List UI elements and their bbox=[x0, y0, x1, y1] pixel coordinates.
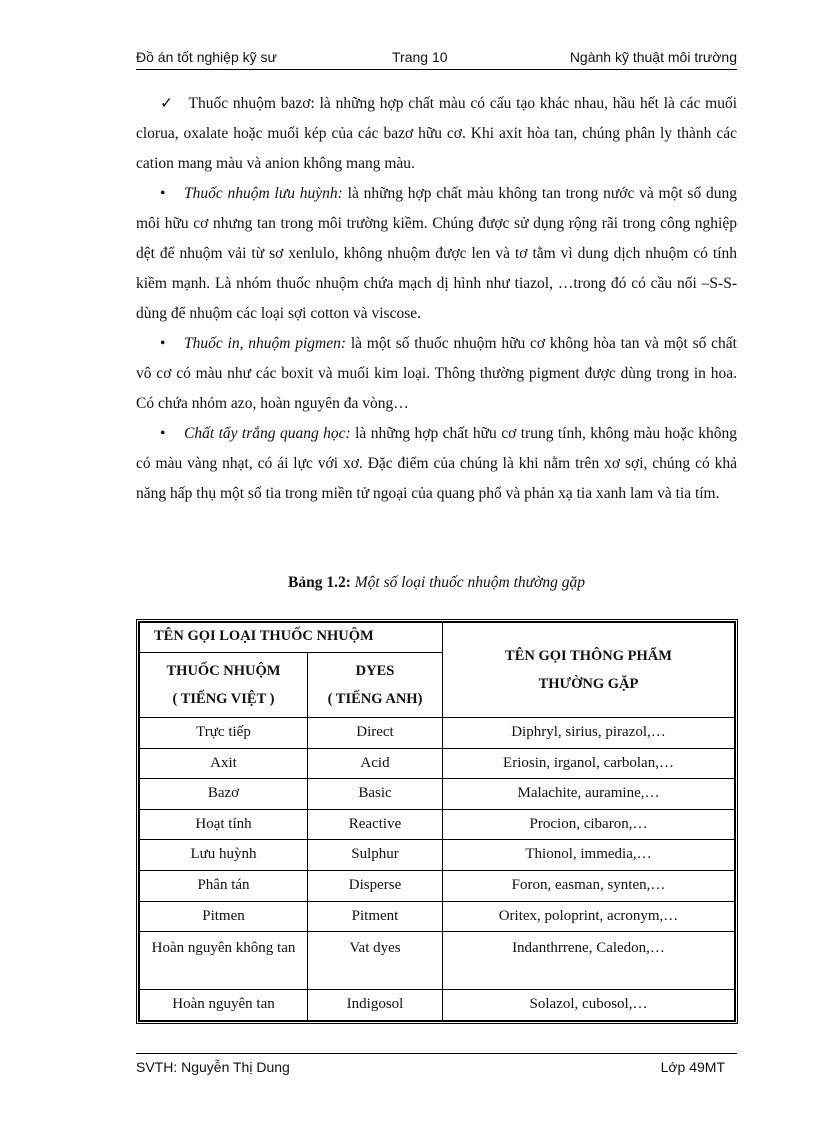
cell-english: Pitment bbox=[308, 901, 443, 932]
paragraph-text: là những hợp chất màu không tan trong nước và một số dung môi hữu cơ nhưng tan trong môi trường kiềm. Chúng được sử dụng rộng rãi trong công nghiệp dệt để nhuộm vải từ sơ xenlulo, không nhuộm được len và tơ tằm vì dung dịch nhuộm có tính kiềm mạnh. Là nhóm thuốc nhuộm chứa mạch dị hình như tiazol, …trong đó có cầu nối –S-S- dùng để nhuộm các loại sợi cotton và viscose. bbox=[136, 185, 737, 322]
cell-trade-names: Foron, easman, synten,… bbox=[443, 871, 735, 902]
body-text bbox=[136, 89, 737, 509]
paragraph-sulphur-dyes bbox=[136, 179, 737, 329]
table-header-vietnamese bbox=[140, 652, 308, 717]
header-page-number: Trang 10 bbox=[392, 49, 448, 65]
footer-student-name: SVTH: Nguyễn Thị Dung bbox=[136, 1059, 290, 1075]
bullet-icon: • bbox=[160, 335, 166, 352]
paragraph-term: Thuốc nhuộm lưu huỳnh: bbox=[184, 185, 343, 202]
header-line: TÊN GỌI THÔNG PHẨM bbox=[505, 648, 672, 664]
cell-english: Basic bbox=[308, 779, 443, 810]
cell-english: Acid bbox=[308, 748, 443, 779]
bullet-icon: • bbox=[160, 185, 166, 202]
cell-vietnamese: Hoàn nguyên tan bbox=[140, 990, 308, 1021]
paragraph-optical-brighteners bbox=[136, 419, 737, 509]
cell-trade-names: Eriosin, irganol, carbolan,… bbox=[443, 748, 735, 779]
cell-trade-names: Thionol, immedia,… bbox=[443, 840, 735, 871]
table-row bbox=[140, 840, 735, 871]
table-grid bbox=[139, 622, 735, 1021]
cell-english: Vat dyes bbox=[308, 932, 443, 990]
cell-vietnamese: Hoàn nguyên không tan bbox=[140, 932, 308, 990]
dye-types-table bbox=[136, 619, 738, 1024]
page-footer bbox=[136, 1053, 737, 1075]
bullet-icon: • bbox=[160, 425, 166, 442]
cell-english: Sulphur bbox=[308, 840, 443, 871]
table-header-trade-names bbox=[443, 623, 735, 718]
cell-vietnamese: Pitmen bbox=[140, 901, 308, 932]
cell-vietnamese: Hoạt tính bbox=[140, 809, 308, 840]
paragraph-text: là những hợp chất hữu cơ trung tính, không màu hoặc không có màu vàng nhạt, có ái lực với xơ. Đặc điểm của chúng là khi nằm trên xơ sợi, chúng có khả năng hấp thụ một số tia trong miền tử ngoại của quang phổ và phản xạ tia xanh lam và tia tím. bbox=[136, 425, 737, 502]
cell-trade-names: Solazol, cubosol,… bbox=[443, 990, 735, 1021]
check-icon: ✓ bbox=[160, 95, 173, 112]
footer-class: Lớp 49MT bbox=[660, 1059, 725, 1075]
cell-trade-names: Oritex, poloprint, acronym,… bbox=[443, 901, 735, 932]
cell-english: Indigosol bbox=[308, 990, 443, 1021]
cell-vietnamese: Phân tán bbox=[140, 871, 308, 902]
header-line: ( TIẾNG VIỆT ) bbox=[172, 690, 275, 707]
cell-trade-names: Procion, cibaron,… bbox=[443, 809, 735, 840]
cell-vietnamese: Lưu huỳnh bbox=[140, 840, 308, 871]
header-document-type: Đồ án tốt nghiệp kỹ sư bbox=[136, 49, 277, 65]
header-line: DYES bbox=[355, 662, 395, 679]
page-header bbox=[136, 47, 737, 70]
cell-english: Disperse bbox=[308, 871, 443, 902]
paragraph-term: Chất tẩy trắng quang học: bbox=[184, 425, 351, 442]
table-row bbox=[140, 871, 735, 902]
header-field-name: Ngành kỹ thuật môi trường bbox=[569, 49, 737, 65]
table-row bbox=[140, 748, 735, 779]
paragraph-basic-dyes bbox=[136, 89, 737, 179]
paragraph-text: là một số thuốc nhuộm hữu cơ không hòa tan và một số chất vô cơ có màu như các boxit và muối kim loại. Thông thường pigment được dùng trong in hoa. Có chứa nhóm azo, hoàn nguyên đa vòng… bbox=[136, 335, 737, 412]
cell-trade-names: Diphryl, sirius, pirazol,… bbox=[443, 718, 735, 749]
cell-vietnamese: Axit bbox=[140, 748, 308, 779]
cell-vietnamese: Bazơ bbox=[140, 779, 308, 810]
table-group-header: TÊN GỌI LOẠI THUỐC NHUỘM bbox=[140, 623, 443, 653]
cell-english: Reactive bbox=[308, 809, 443, 840]
table-row bbox=[140, 779, 735, 810]
header-line: ( TIẾNG ANH) bbox=[327, 690, 423, 707]
paragraph-text: Thuốc nhuộm bazơ: là những hợp chất màu có cấu tạo khác nhau, hầu hết là các muối clorua, oxalate hoặc muối kép của các bazơ hữu cơ. Khi axit hòa tan, chúng phân ly thành các cation mang màu và anion không mang màu. bbox=[136, 95, 737, 172]
table-caption-label: Bảng 1.2: bbox=[287, 574, 351, 591]
table-caption bbox=[136, 574, 737, 592]
paragraph-term: Thuốc in, nhuộm pigmen: bbox=[184, 335, 347, 352]
table-row bbox=[140, 932, 735, 990]
cell-english: Direct bbox=[308, 718, 443, 749]
table-row bbox=[140, 809, 735, 840]
table-header-english bbox=[308, 652, 443, 717]
table-row bbox=[140, 718, 735, 749]
cell-trade-names: Indanthrrene, Caledon,… bbox=[443, 932, 735, 990]
table-caption-title: Một số loại thuốc nhuộm thường gặp bbox=[350, 574, 586, 591]
table-header-row bbox=[140, 623, 735, 653]
header-line: THƯỜNG GẶP bbox=[538, 676, 639, 692]
cell-trade-names: Malachite, auramine,… bbox=[443, 779, 735, 810]
table-row bbox=[140, 901, 735, 932]
cell-vietnamese: Trực tiếp bbox=[140, 718, 308, 749]
table-row bbox=[140, 990, 735, 1021]
paragraph-pigment-dyes bbox=[136, 329, 737, 419]
header-line: THUỐC NHUỘM bbox=[166, 662, 281, 679]
